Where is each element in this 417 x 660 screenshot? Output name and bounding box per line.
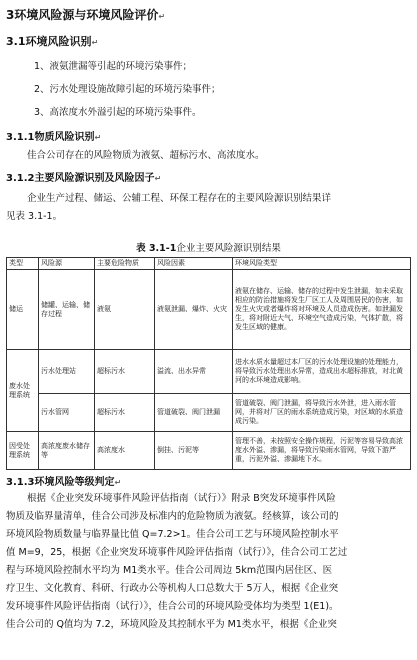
- table-cell: 溢流、出水异常: [155, 350, 233, 394]
- table-row: [7, 394, 411, 432]
- table-header-row: [7, 258, 411, 270]
- paragraph: 见表 3.1-1。: [6, 211, 63, 222]
- table-row: [7, 270, 411, 350]
- text-line: 物质及临界量清单，佳合公司涉及标准内的危险物质为液氨。经核算，该公司的: [6, 511, 339, 522]
- table-cell: 因受处理系统: [7, 432, 39, 470]
- table-cell: 储罐、运输、储存过程: [39, 270, 95, 350]
- subsection-3-1-title: 3.1环境风险识别↵: [6, 35, 99, 48]
- table-cell: 倒挂、污泥等: [155, 432, 233, 470]
- table-cell: 污水管网: [39, 394, 95, 432]
- table-cell: 管理不善，未按照安全操作规程，污泥等容易导致高浓度水外溢、渗漏，将导致污染雨水管网，导致下游严重，污泥外溢、渗漏地下水。: [233, 432, 411, 470]
- subsection-3-1-3-title: 3.1.3环境风险等级判定↵: [6, 477, 122, 488]
- text-line: 程与环境风险控制水平均为 M1类水平。佳合公司周边 5km范围内居住区、医: [6, 565, 333, 576]
- paragraph: 企业生产过程、储运、公辅工程、环保工程存在的主要风险源识别结果详: [27, 193, 332, 204]
- text-line: 发环境事件风险评估指南（试行）》，佳合公司的环境风险受体均为类型 1(E1)。: [6, 601, 339, 612]
- table-cell: 超标污水: [95, 394, 155, 432]
- risk-source-table: [6, 257, 411, 470]
- table-header-cell: 类型: [7, 258, 39, 270]
- table-caption: 表 3.1-1企业主要风险源识别结果: [136, 243, 281, 254]
- table-cell: 进水水质水量超过本厂区的污水处理设施的处理能力，将导致污水处理出水异常，造成出水超标排放，对北黄河的水环境造成影响。: [233, 350, 411, 394]
- table-row: [7, 350, 411, 394]
- table-cell: 废水处理系统: [7, 350, 39, 432]
- table-header-cell: 风险源: [39, 258, 95, 270]
- table-header-cell: 环境风险类型: [233, 258, 411, 270]
- list-item: 3、高浓度水外溢引起的环境污染事件。: [34, 107, 202, 118]
- document-page: [0, 6, 417, 660]
- text-line: 值 M=9，25，根据《企业突发环境事件风险评估指南（试行）》，佳合公司工艺过: [6, 547, 348, 558]
- table-cell: 超标污水: [95, 350, 155, 394]
- table-cell: 高浓度水: [95, 432, 155, 470]
- table-cell: 管道破裂、阀门泄漏: [155, 394, 233, 432]
- text-line: 疗卫生、文化教育、科研、行政办公等机构人口总数大于 5万人，根据《企业突: [6, 583, 339, 594]
- table-cell: 液氨在储存、运输、储存的过程中发生泄漏，如未采取相应的防治措施将发生厂区工人及周围居民的伤害，如发生火灾或者爆炸将对环境及人员造成伤害。如泄漏发生，将对附近大气、环境空气造成污染，气体扩散，将发生区域的健康。: [233, 270, 411, 350]
- paragraph: 佳合公司存在的风险物质为液氨、超标污水、高浓度水。: [27, 150, 265, 161]
- text-line: 根据《企业突发环境事件风险评估指南（试行）》附录 B突发环境事件风险: [27, 493, 336, 504]
- section-title: 3环境风险源与环境风险评价↵: [6, 8, 166, 22]
- text-line: 环境风险物质数量与临界量比值 Q=7.2>1。佳合公司工艺与环境风险控制水平: [6, 529, 339, 540]
- table-cell: 液氨: [95, 270, 155, 350]
- table-header-cell: 主要危险物质: [95, 258, 155, 270]
- table-row: [7, 432, 411, 470]
- table-cell: 储运: [7, 270, 39, 350]
- subsection-3-1-2-title: 3.1.2主要风险源识别及风险因子↵: [6, 173, 162, 184]
- table-cell: 液氨泄漏、爆炸、火灾: [155, 270, 233, 350]
- list-item: 1、液氨泄漏等引起的环境污染事件；: [34, 61, 193, 72]
- subsection-3-1-1-title: 3.1.1物质风险识别↵: [6, 132, 102, 143]
- body-text: [6, 490, 411, 634]
- table-cell: 高浓度废水储存等: [39, 432, 95, 470]
- table-cell: 污水处理站: [39, 350, 95, 394]
- list-item: 2、污水处理设施故障引起的环境污染事件；: [34, 84, 221, 95]
- text-line: 佳合公司的 Q值均为 7.2，环境风险及其控制水平为 M1类水平，根据《企业突: [6, 619, 337, 630]
- table-header-cell: 风险因素: [155, 258, 233, 270]
- table-cell: 管道破裂、阀门泄漏，将导致污水外泄，进入雨水管网，并将对厂区的雨水系统造成污染，对区域的水质造成污染。: [233, 394, 411, 432]
